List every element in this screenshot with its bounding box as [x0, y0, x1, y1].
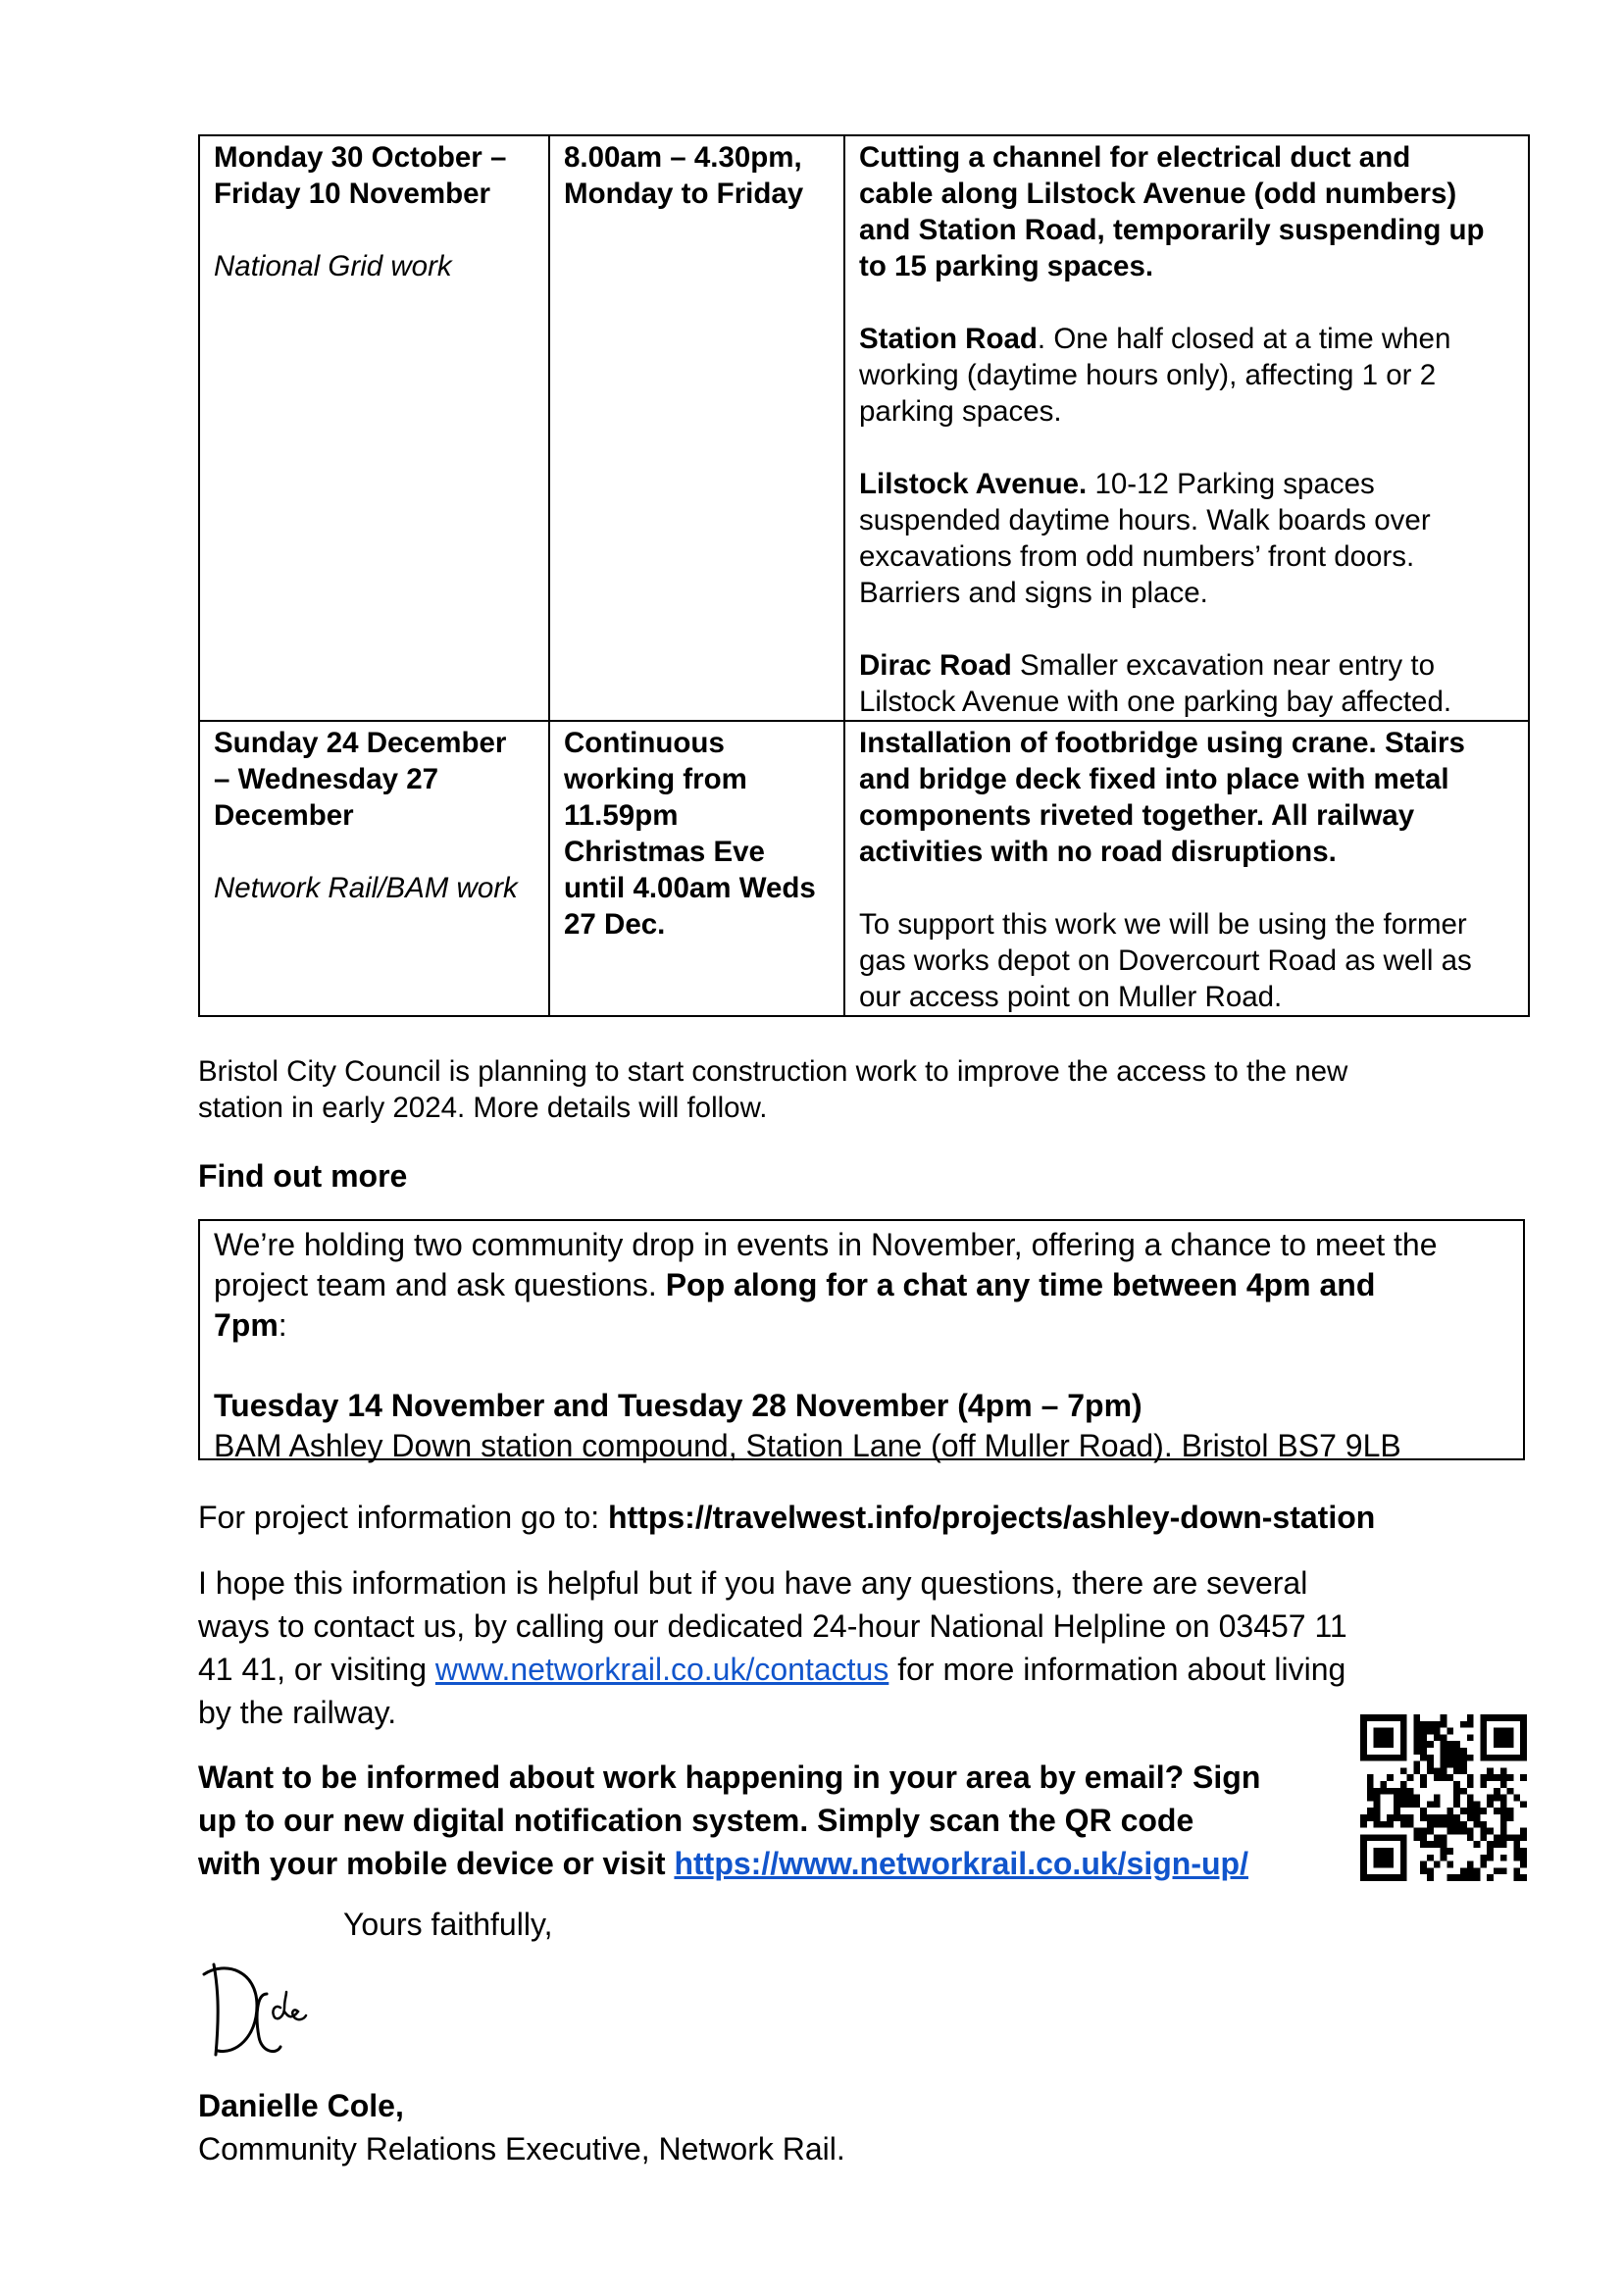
- detail-line: Barriers and signs in place.: [859, 577, 1208, 609]
- times-line: working from: [564, 763, 747, 795]
- summary-line: and bridge deck fixed into place with metal: [859, 763, 1449, 795]
- project-info-url: https://travelwest.info/projects/ashley-down-station: [607, 1500, 1376, 1535]
- dates-cell: [199, 721, 549, 1016]
- signatory-name: Danielle Cole,: [198, 2088, 404, 2123]
- summary-line: components riveted together. All railway: [859, 799, 1415, 832]
- contact-line: [198, 1648, 1347, 1691]
- detail-line: parking spaces.: [859, 395, 1062, 428]
- council-note-line: station in early 2024. More details will follow.: [198, 1092, 768, 1124]
- signatory-title: Community Relations Executive, Network Rail.: [198, 2131, 845, 2167]
- times-cell: [549, 135, 844, 721]
- events-intro-line: [214, 1265, 1509, 1305]
- contact-text: 41 41, or visiting: [198, 1652, 435, 1687]
- times-cell: [549, 721, 844, 1016]
- detail-line: excavations from odd numbers’ front doors.: [859, 540, 1415, 573]
- detail-line: working (daytime hours only), affecting 1 or 2: [859, 359, 1437, 391]
- dates-line: Friday 10 November: [214, 178, 491, 210]
- organisation-label: Network Rail/BAM work: [214, 872, 518, 904]
- times-line: Christmas Eve: [564, 836, 765, 868]
- events-text: :: [278, 1307, 287, 1343]
- contact-line: by the railway.: [198, 1695, 397, 1730]
- event-location: BAM Ashley Down station compound, Station Lane (off Muller Road). Bristol BS7 9LB: [214, 1428, 1401, 1463]
- table-row: [199, 721, 1529, 1016]
- closing-salutation: Yours faithfully,: [343, 1907, 553, 1942]
- events-emphasis: 7pm: [214, 1307, 279, 1343]
- signup-text: with your mobile device or visit: [198, 1846, 675, 1881]
- detail-station-road: [859, 321, 1514, 357]
- detail-heading: Lilstock Avenue.: [859, 468, 1088, 500]
- contact-line: I hope this information is helpful but if you have any questions, there are several: [198, 1565, 1308, 1601]
- signature-image: [196, 1957, 324, 2065]
- detail-line: Lilstock Avenue with one parking bay affected.: [859, 686, 1452, 718]
- detail-lilstock-avenue: [859, 466, 1514, 502]
- description-cell: [844, 721, 1529, 1016]
- times-line: until 4.00am Weds: [564, 872, 816, 904]
- drop-in-events-box: [198, 1219, 1525, 1463]
- support-line: To support this work we will be using the former: [859, 908, 1467, 941]
- events-text: project team and ask questions.: [214, 1267, 666, 1302]
- events-emphasis: Pop along for a chat any time between 4pm and: [665, 1267, 1376, 1302]
- events-intro-line: [214, 1305, 1509, 1346]
- dates-line: Sunday 24 December: [214, 727, 507, 759]
- signup-link[interactable]: https://www.networkrail.co.uk/sign-up/: [674, 1846, 1248, 1881]
- support-line: gas works depot on Dovercourt Road as well as: [859, 944, 1472, 977]
- summary-line: cable along Lilstock Avenue (odd numbers): [859, 178, 1457, 210]
- signup-line: Want to be informed about work happening in your area by email? Sign: [198, 1759, 1261, 1795]
- times-line: 27 Dec.: [564, 908, 666, 941]
- contactus-link[interactable]: www.networkrail.co.uk/contactus: [434, 1652, 889, 1687]
- summary-line: and Station Road, temporarily suspending up: [859, 214, 1485, 246]
- qr-code-icon[interactable]: [1360, 1714, 1527, 1881]
- dates-line: – Wednesday 27: [214, 763, 439, 795]
- council-note: [198, 1053, 1347, 1126]
- dates-cell: [199, 135, 549, 721]
- detail-text: Smaller excavation near entry to: [1011, 649, 1435, 682]
- summary-line: activities with no road disruptions.: [859, 836, 1337, 868]
- works-schedule-table: [198, 134, 1530, 1017]
- find-out-more-heading: Find out more: [198, 1158, 408, 1194]
- dates-line: Monday 30 October –: [214, 141, 507, 174]
- signup-line: up to our new digital notification system. Simply scan the QR code: [198, 1803, 1194, 1838]
- signup-paragraph: [198, 1756, 1260, 1885]
- contact-text: for more information about living: [888, 1652, 1346, 1687]
- signatory-block: [198, 2084, 845, 2170]
- council-note-line: Bristol City Council is planning to start construction work to improve the access to the new: [198, 1055, 1348, 1088]
- event-dates: Tuesday 14 November and Tuesday 28 November (4pm – 7pm): [214, 1388, 1142, 1423]
- summary-line: to 15 parking spaces.: [859, 250, 1154, 282]
- detail-text: . One half closed at a time when: [1037, 323, 1451, 355]
- dates-line: December: [214, 799, 354, 832]
- summary-line: Cutting a channel for electrical duct and: [859, 141, 1411, 174]
- table-row: [199, 135, 1529, 721]
- project-info: [198, 1496, 1375, 1539]
- times-line: Continuous: [564, 727, 725, 759]
- times-line: 11.59pm: [564, 799, 679, 832]
- detail-dirac-road: [859, 647, 1514, 684]
- description-cell: [844, 135, 1529, 721]
- signup-line: [198, 1842, 1260, 1885]
- detail-text: 10-12 Parking spaces: [1087, 468, 1375, 500]
- project-info-label: For project information go to:: [198, 1500, 608, 1535]
- summary-line: Installation of footbridge using crane. Stairs: [859, 727, 1465, 759]
- contact-paragraph: [198, 1561, 1347, 1734]
- detail-line: suspended daytime hours. Walk boards over: [859, 504, 1431, 536]
- detail-heading: Station Road: [859, 323, 1038, 355]
- contact-line: ways to contact us, by calling our dedicated 24-hour National Helpline on 03457 11: [198, 1608, 1347, 1644]
- events-intro-line: We’re holding two community drop in events in November, offering a chance to meet the: [214, 1227, 1438, 1262]
- detail-heading: Dirac Road: [859, 649, 1012, 682]
- times-line: 8.00am – 4.30pm,: [564, 141, 802, 174]
- times-line: Monday to Friday: [564, 178, 804, 210]
- organisation-label: National Grid work: [214, 250, 452, 282]
- support-line: our access point on Muller Road.: [859, 981, 1283, 1013]
